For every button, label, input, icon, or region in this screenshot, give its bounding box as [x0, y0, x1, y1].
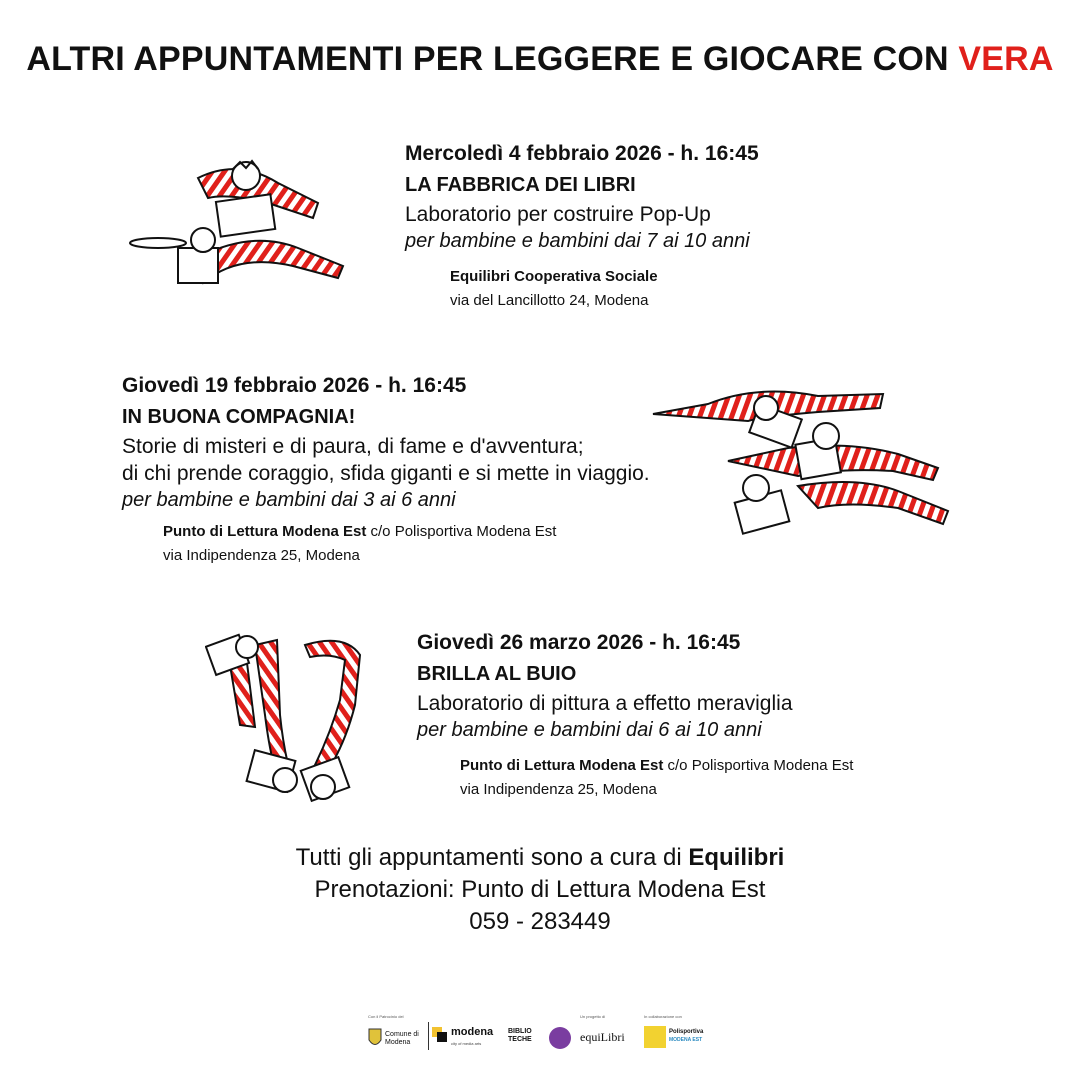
- venue-name: Equilibri Cooperativa Sociale: [450, 268, 658, 285]
- venue-extra: c/o Polisportiva Modena Est: [366, 523, 557, 540]
- polisportiva-name: Polisportiva: [669, 1029, 704, 1035]
- event-description-line-1: Storie di misteri e di paura, di fame e d'avventura;: [122, 435, 584, 458]
- event-audience: per bambine e bambini dai 7 ai 10 anni: [405, 230, 750, 252]
- polisportiva-sub: MODENA EST: [669, 1037, 703, 1043]
- biblioteche-logo: BIBLIO TECHE: [508, 1028, 532, 1043]
- venue-extra: c/o Polisportiva Modena Est: [663, 757, 854, 774]
- footer-organizer: Tutti gli appuntamenti sono a cura di Equilibri: [295, 844, 785, 871]
- punti-lettura-icon: [548, 1026, 572, 1050]
- event-date: Giovedì 19 febbraio 2026 - h. 16:45: [122, 374, 467, 397]
- equilibri-logo: equiLibri: [580, 1030, 625, 1044]
- collab-caption: In collaborazione con: [644, 1014, 682, 1019]
- title-text: ALTRI APPUNTAMENTI PER LEGGERE E GIOCARE CON: [26, 40, 949, 78]
- venue-name: Punto di Lettura Modena Est: [460, 757, 664, 774]
- page-title: [0, 40, 1080, 79]
- title-accent: VERA: [958, 40, 1054, 78]
- event-audience: per bambine e bambini dai 6 ai 10 anni: [417, 719, 762, 741]
- polisportiva-icon: [644, 1026, 666, 1048]
- event-1: [405, 142, 1005, 313]
- venue-name: Punto di Lettura Modena Est: [163, 523, 367, 540]
- event-title: BRILLA AL BUIO: [417, 663, 577, 685]
- patronage-caption: Con il Patrocinio del: [368, 1014, 404, 1019]
- event-title: IN BUONA COMPAGNIA!: [122, 406, 356, 428]
- illustration-event-1: [128, 148, 353, 300]
- event-audience: per bambine e bambini dai 3 ai 6 anni: [122, 489, 456, 511]
- event-3: [417, 631, 1037, 802]
- footer-booking: Prenotazioni: Punto di Lettura Modena Est: [314, 876, 766, 903]
- modena-mark-icon: [432, 1027, 448, 1043]
- event-title: LA FABBRICA DEI LIBRI: [405, 174, 636, 196]
- event-date: Mercoledì 4 febbraio 2026 - h. 16:45: [405, 142, 759, 165]
- event-venue: [460, 754, 1037, 802]
- illustration-event-2: [648, 376, 958, 551]
- footer-phone: 059 - 283449: [469, 908, 611, 935]
- logos-strip: [368, 1014, 713, 1054]
- event-description-line-2: di chi prende coraggio, sfida giganti e si mette in viaggio.: [122, 462, 650, 485]
- event-description: Laboratorio per costruire Pop-Up: [405, 203, 711, 226]
- event-date: Giovedì 26 marzo 2026 - h. 16:45: [417, 631, 741, 654]
- venue-address: via Indipendenza 25, Modena: [460, 781, 657, 798]
- crest-icon: [368, 1027, 382, 1049]
- venue-address: via Indipendenza 25, Modena: [163, 547, 360, 564]
- event-venue: [450, 265, 1005, 313]
- organizer-name: Equilibri: [688, 844, 785, 871]
- footer-info: [0, 842, 1080, 938]
- venue-address: via del Lancillotto 24, Modena: [450, 292, 649, 309]
- comune-logo: Comune di Modena: [368, 1024, 426, 1052]
- event-description: Laboratorio di pittura a effetto meraviglia: [417, 692, 793, 715]
- project-caption: Un progetto di: [580, 1014, 606, 1019]
- divider: [428, 1022, 429, 1050]
- illustration-event-3: [205, 605, 380, 810]
- modena-logo: modena city of media arts: [432, 1024, 502, 1052]
